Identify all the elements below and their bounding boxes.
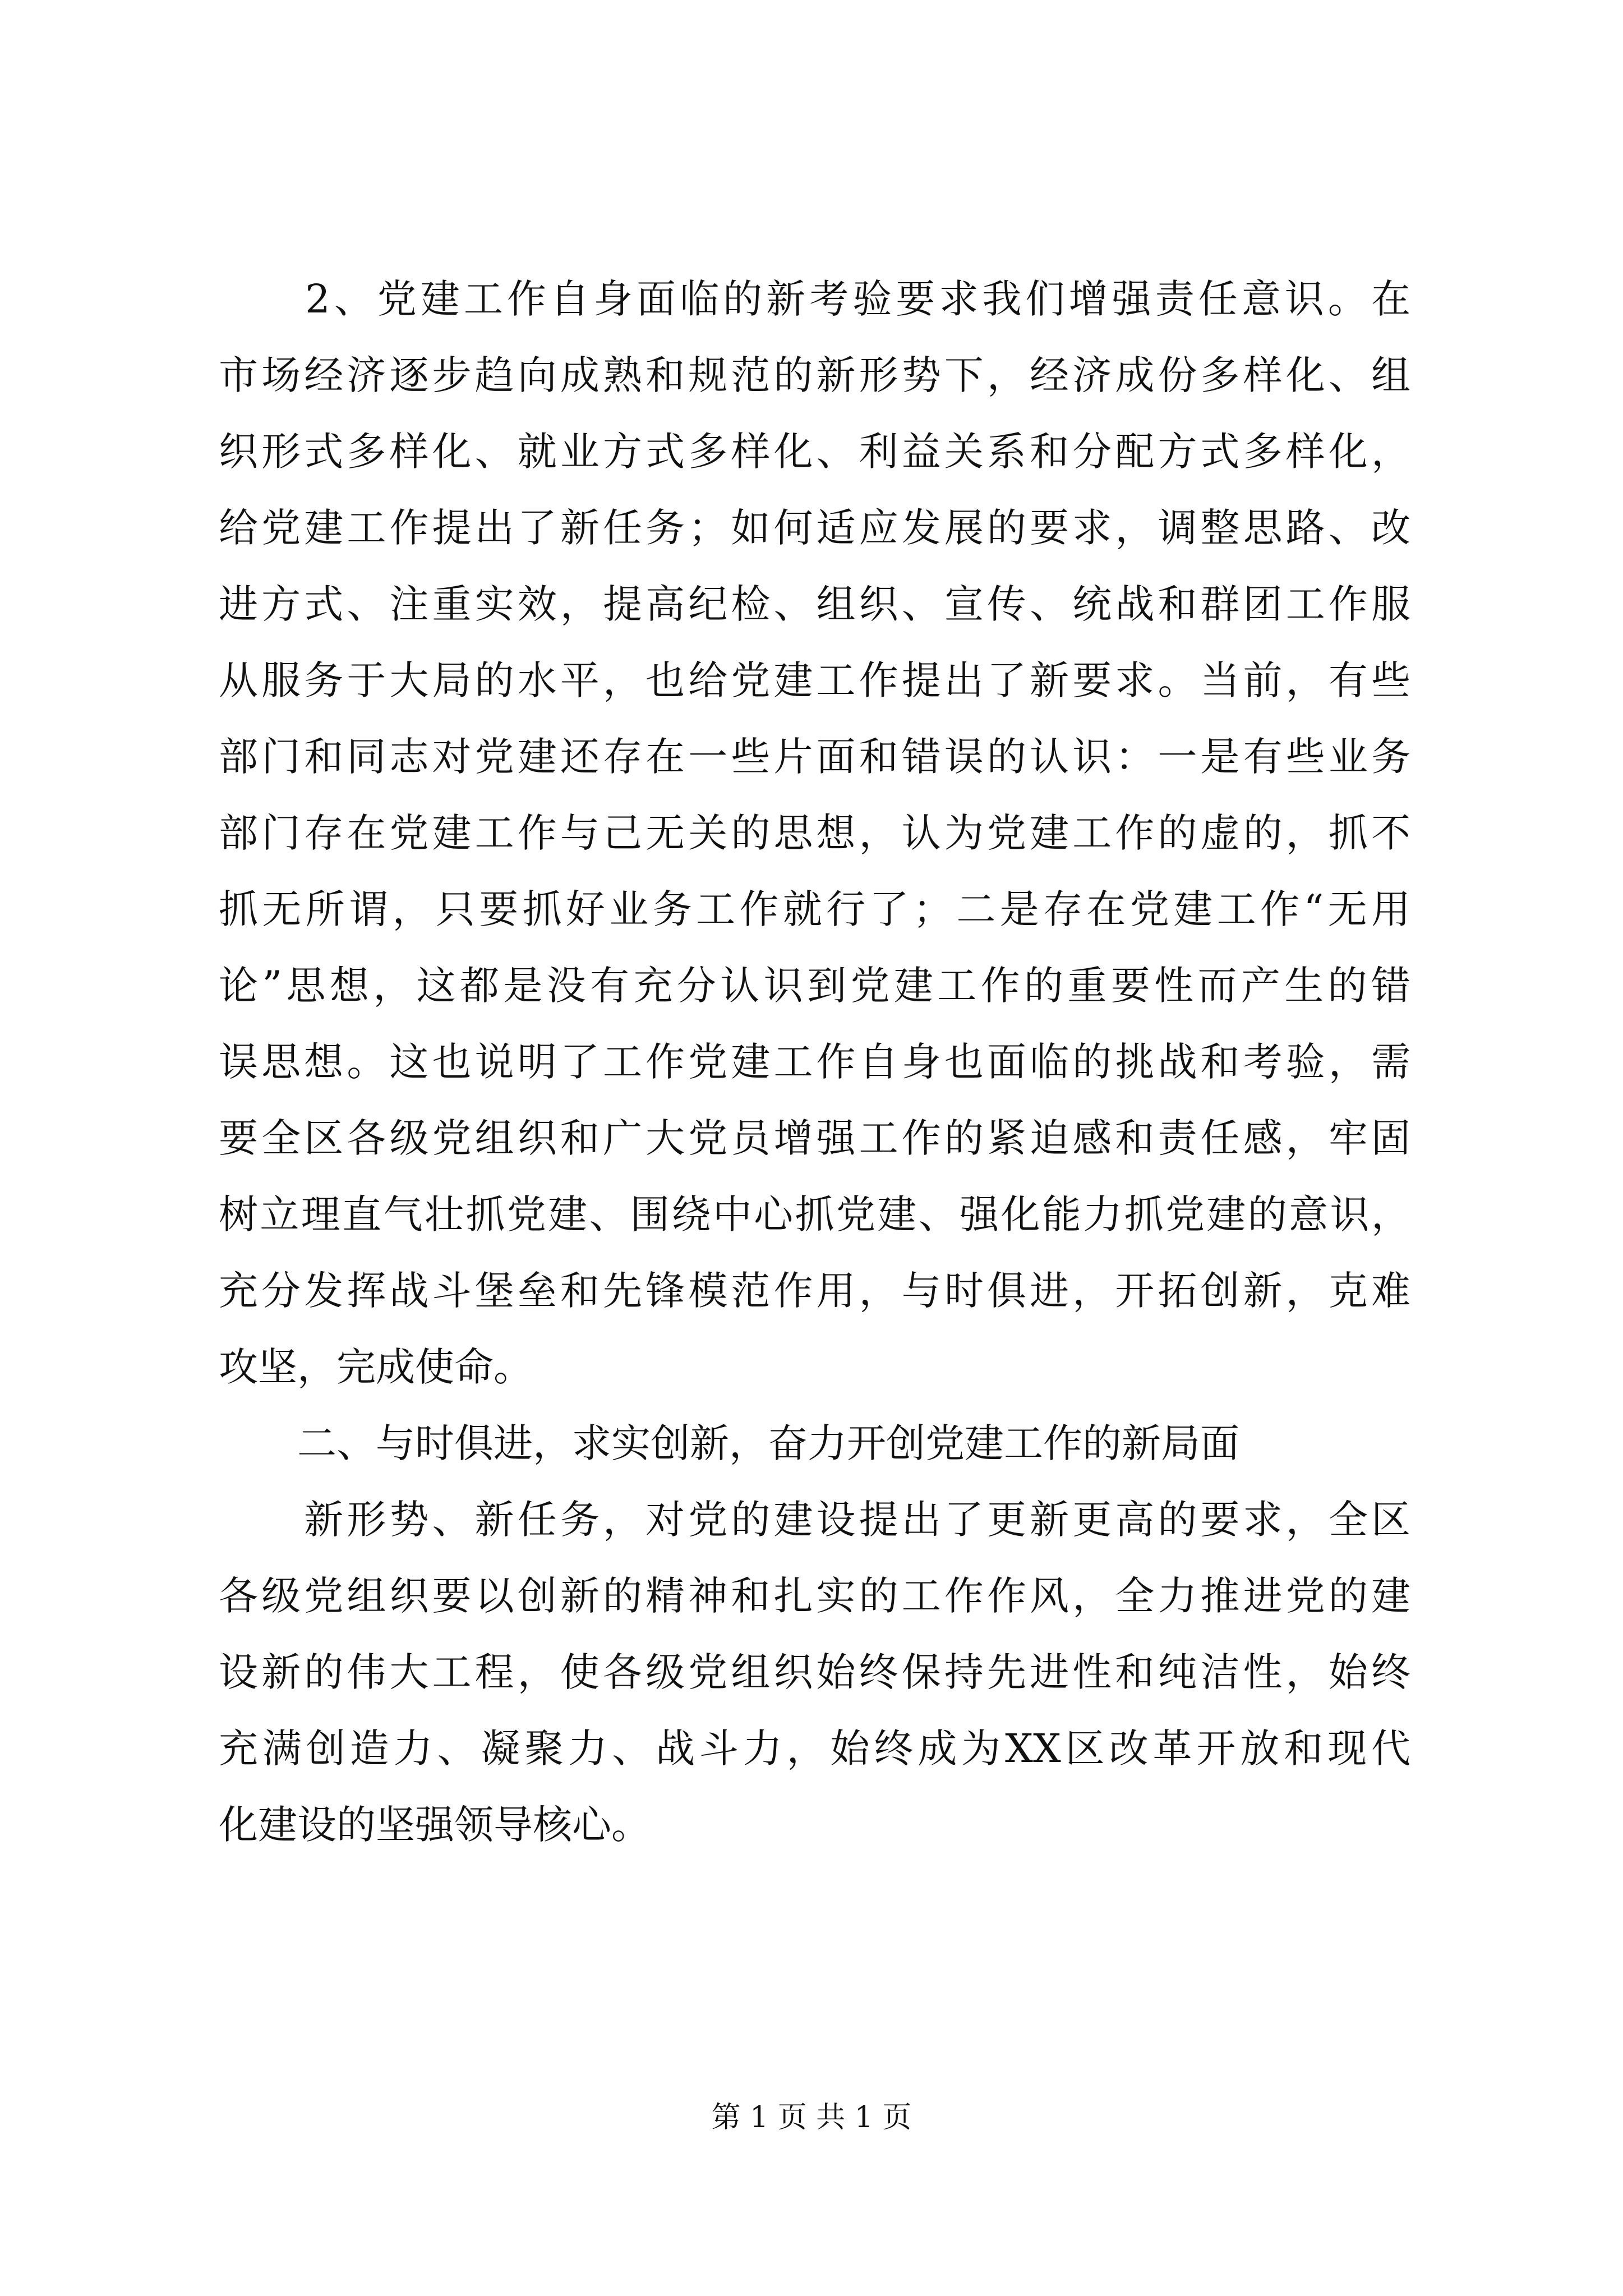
paragraph-3-line-3: 设新的伟大工程，使各级党组织始终保持先进性和纯洁性，始终: [219, 1649, 1410, 1695]
paragraph-1-line-14: 充分发挥战斗堡垒和先锋模范作用，与时俱进，开拓创新，克难: [219, 1268, 1410, 1314]
paragraph-1-line-12: 要全区各级党组织和广大党员增强工作的紧迫感和责任感，牢固: [219, 1115, 1410, 1161]
paragraph-1-line-8: 部门存在党建工作与己无关的思想，认为党建工作的虚的，抓不: [219, 810, 1410, 856]
paragraph-1-line-10: 论”思想，这都是没有充分认识到党建工作的重要性而产生的错: [219, 963, 1410, 1009]
paragraph-1-line-11: 误思想。这也说明了工作党建工作自身也面临的挑战和考验，需: [219, 1039, 1410, 1085]
paragraph-1-line-5: 进方式、注重实效，提高纪检、组织、宣传、统战和群团工作服: [219, 581, 1410, 627]
paragraph-1-line-9: 抓无所谓，只要抓好业务工作就行了；二是存在党建工作“无用: [219, 886, 1410, 932]
paragraph-1-line-7: 部门和同志对党建还存在一些片面和错误的认识：一是有些业务: [219, 734, 1410, 780]
document-body: [219, 261, 1410, 1863]
paragraph-1-line-1: 2、党建工作自身面临的新考验要求我们增强责任意识。在: [219, 276, 1410, 322]
paragraph-3-line-4: 充满创造力、凝聚力、战斗力，始终成为XX区改革开放和现代: [219, 1726, 1410, 1772]
page-footer: [0, 2095, 1623, 2140]
paragraph-1-line-2: 市场经济逐步趋向成熟和规范的新形势下，经济成份多样化、组: [219, 352, 1410, 398]
paragraph-1-line-3: 织形式多样化、就业方式多样化、利益关系和分配方式多样化，: [219, 429, 1410, 475]
paragraph-1-line-4: 给党建工作提出了新任务；如何适应发展的要求，调整思路、改: [219, 505, 1410, 551]
section-heading: 二、与时俱进，求实创新，奋力开创党建工作的新局面: [219, 1420, 1239, 1466]
paragraph-3-line-5: 化建设的坚强领导核心。: [219, 1802, 651, 1848]
paragraph-3-line-1: 新形势、新任务，对党的建设提出了更新更高的要求，全区: [219, 1497, 1410, 1543]
paragraph-3-line-2: 各级党组织要以创新的精神和扎实的工作作风，全力推进党的建: [219, 1573, 1410, 1619]
paragraph-1-line-13: 树立理直气壮抓党建、围绕中心抓党建、强化能力抓党建的意识，: [219, 1191, 1410, 1237]
paragraph-1-line-15: 攻坚，完成使命。: [219, 1344, 533, 1390]
paragraph-1-line-6: 从服务于大局的水平，也给党建工作提出了新要求。当前，有些: [219, 657, 1410, 703]
page-number-label: 第 1 页 共 1 页: [711, 2101, 912, 2134]
